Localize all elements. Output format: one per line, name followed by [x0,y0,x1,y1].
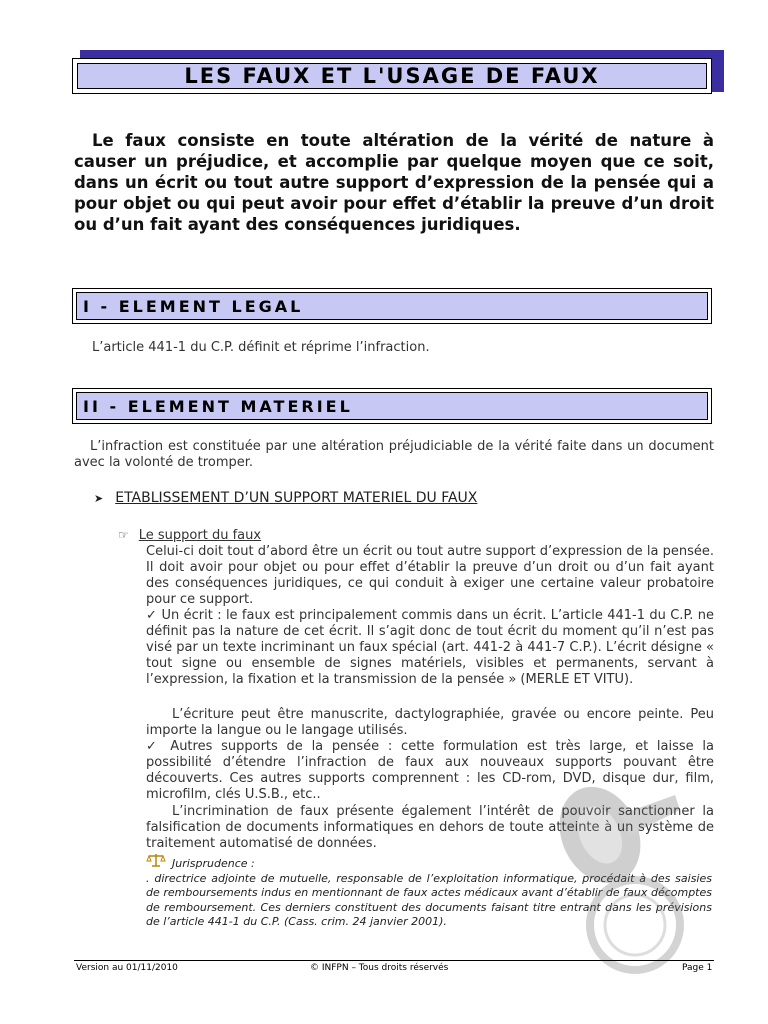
page-title: LES FAUX ET L'USAGE DE FAUX [77,63,707,89]
footer-divider [74,960,714,961]
paragraph-support [146,544,714,608]
watermark-stamp [555,775,705,979]
title-box [72,58,712,94]
intro-paragraph: Le faux consiste en toute altération de la vérité de nature à causer un préjudice, et accomplie par quelque moyen que ce soit, dans un écrit ou tout autre support d’expression de la pensée qui a pour objet ou qui peut avoir pour effet d’établir la preuve d’un droit ou d’un fait ayant des conséquences juridiques. [74,131,714,234]
section-1-heading: I - ELEMENT LEGAL [76,292,708,320]
pointing-hand-icon: ☞ [118,528,129,542]
section-2-box [72,388,712,424]
footer-page-number: Page 1 [682,963,713,973]
paragraph-support-text: Celui-ci doit tout d’abord être un écrit ou tout autre support d’expression de la pensée. Il doit avoir pour objet ou pour effet d’établir la preuve d’un droit ou d’un fait ayant des conséquences juridiques, ce qui conduit à exiger une certaine valeur probatoire pour ce support. [146,544,714,607]
paragraph-ecriture [146,707,714,739]
paragraph-ecrit-text: Un écrit : le faux est principalement commis dans un écrit. L’article 441-1 du C.P. ne définit pas la nature de cet écrit. Il s’agit donc de tout écrit du moment qu’il n’est pas visé par un texte incriminant un faux spécial (art. 441-2 à 441-7 C.P.). L’écrit désigne « tout signe ou ensemble de signes matériels, visibles et permanents, servant à l’expression, la fixation et la transmission de la pensée » (MERLE ET VITU). [146,608,714,687]
paragraph-incrimination-text: L’incrimination de faux présente également l’intérêt de pouvoir sanctionner la falsification de documents informatiques en dehors de toute atteinte à un système de traitement automatisé de données. [146,804,714,851]
section-2-text: L’infraction est constituée par une altération préjudiciable de la vérité faite dans un document avec la volonté de tromper. [74,439,714,470]
check-icon: ✓ [146,608,158,623]
support-title-label: Le support du faux [138,528,262,543]
arrow-icon: ➤ [94,492,104,505]
jurisprudence-label: Jurisprudence : [172,857,255,870]
footer-copyright: © INFPN – Tous droits réservés [310,963,449,973]
subheading [94,490,477,506]
paragraph-ecriture-text: L’écriture peut être manuscrite, dactylographiée, gravée ou encore peinte. Peu importe la langue ou le langage utilisés. [146,707,714,738]
subheading-label: ETABLISSEMENT D’UN SUPPORT MATERIEL DU FAUX [115,490,478,506]
paragraph-autres-supports-text: Autres supports de la pensée : cette formulation est très large, et laisse la possibilité d’étendre l’infraction de faux aux nouveaux supports pouvant être découverts. Ces autres supports comprennent : les CD-rom, DVD, disque dur, film, microfilm, clés U.S.B., etc.. [146,739,714,802]
check-icon: ✓ [146,739,162,754]
section-1-text: L’article 441-1 du C.P. définit et réprime l’infraction. [92,340,430,355]
support-title [118,528,261,543]
paragraph-ecrit [146,608,714,688]
jurisprudence-text: . directrice adjointe de mutuelle, responsable de l’exploitation informatique, procédait à des saisies de remboursements indus en mentionnant de faux actes médicaux avant d’établir de faux décomptes de remboursement. Ces derniers constituent des documents faisant titre entrant dans les prévisions de l’article 441-1 du C.P. (Cass. crim. 24 janvier 2001). [146,871,712,928]
section-1-box [72,288,712,324]
section-2-heading: II - ELEMENT MATERIEL [76,392,708,420]
footer-version: Version au 01/11/2010 [76,963,178,973]
